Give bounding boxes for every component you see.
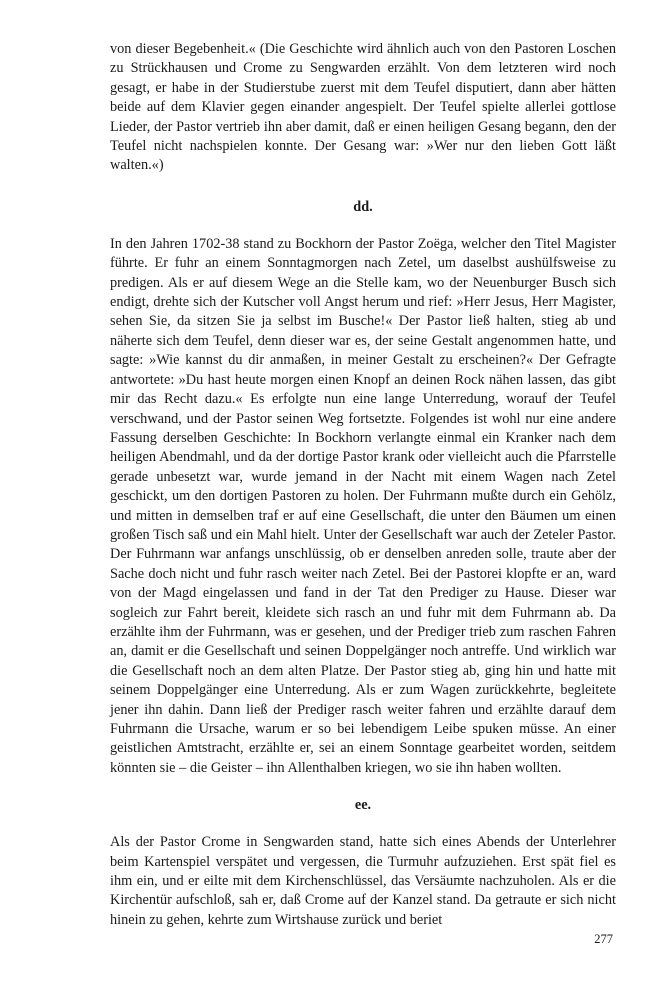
page-number: 277 — [594, 932, 613, 946]
section-dd-paragraph: In den Jahren 1702-38 stand zu Bockhorn der Pastor Zoëga, welcher den Titel Magister führte. Er fuhr an einem Sonntagmorgen nach Zetel, um daselbst aushülfsweise zu predigen. Als er auf diesem Wege an die Stelle kam, wo der Neuenburger Busch sich endigt, drehte sich der Kutscher voll Angst herum und rief: »Herr Jesus, Herr Magister, sehen Sie, da sitzen Sie ja selbst im Busche!« Der Pastor ließ halten, stieg ab und näherte sich dem Teufel, denn dieser war es, der seine Gestalt angenommen hatte, und sagte: »Wie kannst du dir anmaßen, in meiner Gestalt zu erscheinen?« Der Gefragte antwortete: »Du hast heute morgen einen Knopf an deinen Rock nähen lassen, das gibt mir das Recht dazu.« Es erfolgte nun eine lange Unterredung, worauf der Teufel verschwand, und der Pastor seinen Weg fortsetzte. Folgendes ist wohl nur eine andere Fassung derselben Geschichte: In Bockhorn verlangte einmal ein Kranker nach dem heiligen Abendmahl, und da der dortige Pastor krank oder vielleicht auch die Pfarrstelle gerade unbesetzt war, wurde jemand in der Nacht mit einem Wagen nach Zetel geschickt, um den dortigen Pastoren zu holen. Der Fuhrmann mußte durch ein Gehölz, und mitten in demselben traf er auf eine Gesellschaft, die unter den Bäumen um einen großen Tisch saß und ein Mahl hielt. Unter der Gesellschaft war auch der Zeteler Pastor. Der Fuhrmann war anfangs unschlüssig, ob er denselben anreden solle, traute aber der Sache doch nicht und fuhr rasch weiter nach Zetel. Bei der Pastorei klopfte er an, ward von der Magd eingelassen und fand in der Tat den Prediger zu Hause. Dieser war sogleich zur Fahrt bereit, kleidete sich rasch an und fuhr mit dem Fuhrmann ab. Da erzählte ihm der Fuhrmann, was er gesehen, und der Prediger trieb zum raschen Fahren an, damit er die Gesellschaft und seinen Doppelgänger noch antreffe. Und wirklich war die Gesellschaft noch an dem alten Platze. Der Pastor stieg ab, ging hin und hatte mit seinem Doppelgänger eine Unterredung. Als er zum Wagen zurückkehrte, begleitete jener ihn dahin. Dann ließ der Prediger rasch weiter fahren und erzählte darauf dem Fuhrmann die Ursache, warum er so bei lebendigem Leibe spuken müsse. An einer geistlichen Amtstracht, erzählte er, sei an einem Sonntage gearbeitet worden, seitdem könnten sie – die Geister – ihn Allenthalben kriegen, wo sie ihn haben wollten. — [110, 235, 616, 776]
section-ee-paragraph: Als der Pastor Crome in Sengwarden stand, hatte sich eines Abends der Unterlehrer beim Kartenspiel verspätet und vergessen, die Turmuhr aufzuziehen. Erst spät fiel es ihm ein, und er eilte mit dem Kirchenschlüssel, das Versäumte nachzuholen. Als er die Kirchentür aufschloß, sah er, daß Crome auf der Kanzel stand. Da getraute er sich nicht hinein zu gehen, kehrte zum Wirtshause zurück und beriet — [110, 834, 616, 928]
section-heading-dd: dd. — [353, 198, 373, 215]
intro-paragraph: von dieser Begebenheit.« (Die Geschichte wird ähnlich auch von den Pastoren Loschen zu Strückhausen und Crome zu Sengwarden erzählt. Von dem letzteren wird noch gesagt, er habe in der Studierstube zuerst mit dem Teufel disputiert, dann aber hätten beide auf dem Klavier gegen einander angespielt. Der Teufel spielte allerlei gottlose Lieder, der Pastor vertrieb ihn aber damit, daß er einen heiligen Gesang begann, den der Teufel nicht nachspielen konnte. Der Gesang war: »Wer nur den lieben Gott läßt walten.«) — [110, 41, 616, 174]
section-heading-ee: ee. — [354, 797, 372, 814]
